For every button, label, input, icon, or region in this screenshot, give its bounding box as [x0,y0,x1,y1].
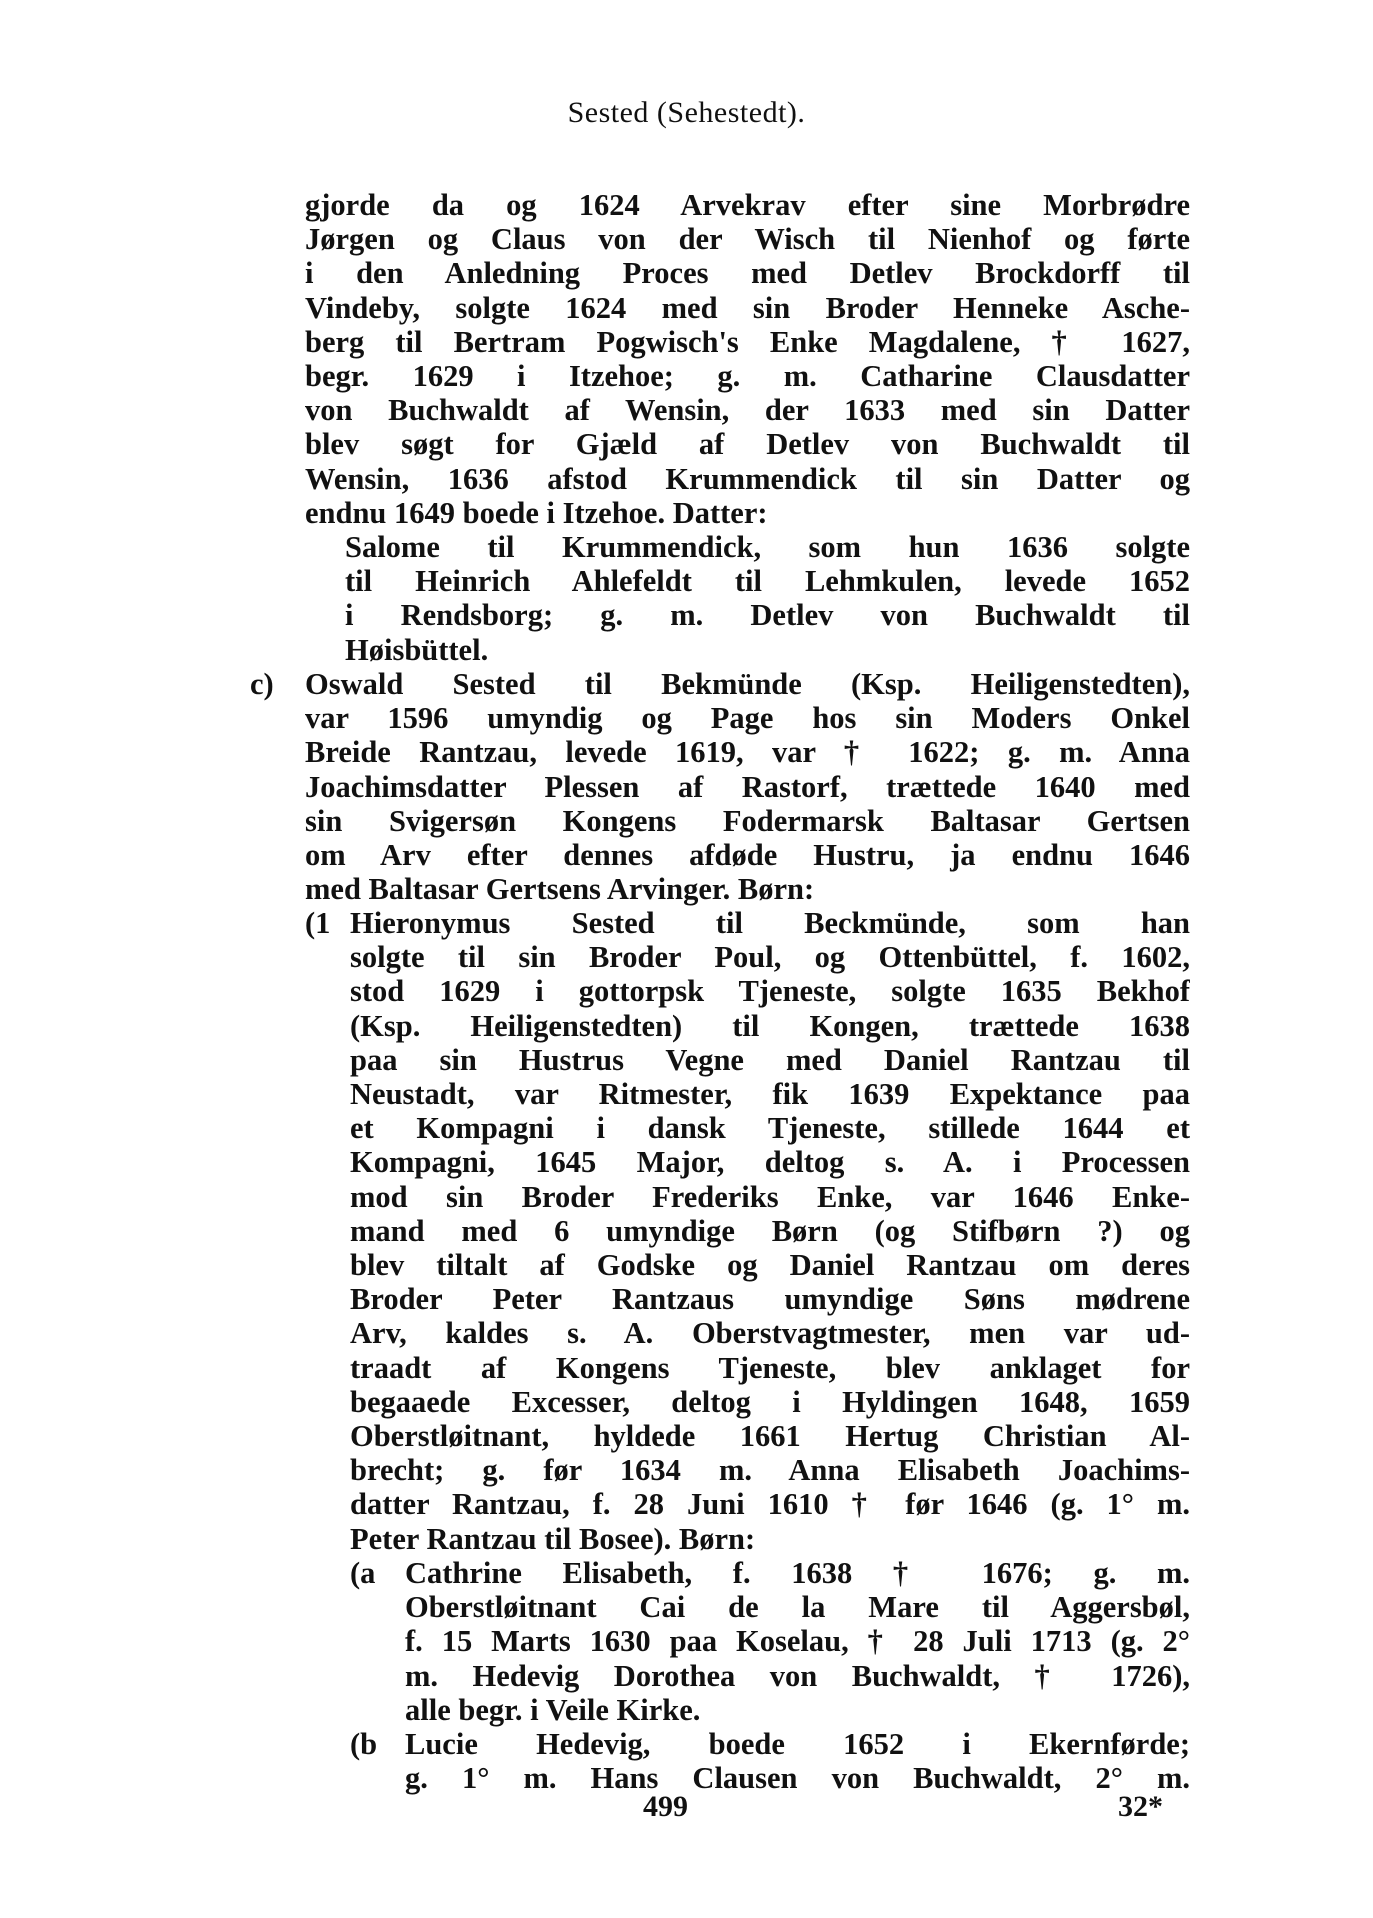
text-line: i den Anledning Proces med Detlev Brockdorff til [305,256,1190,291]
text-line: Wensin, 1636 afstod Krummendick til sin Datter og [305,461,1190,496]
text-line: begr. 1629 i Itzehoe; g. m. Catharine Clausdatter [305,359,1190,394]
entry-salome [305,530,1190,667]
text-line: et Kompagni i dansk Tjeneste, stillede 1644 et [350,1111,1190,1146]
text-line: m. Hedevig Dorothea von Buchwaldt, † 1726), [405,1658,1190,1693]
text-line: gjorde da og 1624 Arvekrav efter sine Morbrødre [305,188,1190,222]
entry-marker: (1 [305,906,331,940]
paragraph-continuation [305,188,1190,530]
text-line: var 1596 umyndig og Page hos sin Moders Onkel [305,701,1190,736]
text-line: blev søgt for Gjæld af Detlev von Buchwaldt til [305,427,1190,462]
text-line: Neustadt, var Ritmester, fik 1639 Expektance paa [350,1077,1190,1112]
text-line: g. 1° m. Hans Clausen von Buchwaldt, 2° m. [405,1761,1190,1796]
text-line: Hieronymus Sested til Beckmünde, som han [350,906,1190,940]
text-line: Oswald Sested til Bekmünde (Ksp. Heiligenstedten), [305,667,1190,701]
text-line: blev tiltalt af Godske og Daniel Rantzau om deres [350,1248,1190,1283]
text-line: (Ksp. Heiligenstedten) til Kongen, trættede 1638 [350,1008,1190,1043]
text-line: alle begr. i Veile Kirke. [405,1692,701,1727]
page-number: 499 [643,1790,688,1823]
text-line: Arv, kaldes s. A. Oberstvagtmester, men var ud- [350,1316,1190,1351]
text-line: sin Svigersøn Kongens Fodermarsk Baltasar Gertsen [305,803,1190,838]
text-line: mod sin Broder Frederiks Enke, var 1646 Enke- [350,1179,1190,1214]
text-line: Vindeby, solgte 1624 med sin Broder Henneke Asche- [305,290,1190,325]
text-line: von Buchwaldt af Wensin, der 1633 med sin Datter [305,393,1190,428]
text-line: Jørgen og Claus von der Wisch til Nienhof og førte [305,222,1190,257]
entry-oswald [305,667,1190,906]
entry-hieronymus [305,906,1190,1556]
entry-marker: (b [350,1727,378,1761]
text-line: Oberstløitnant, hyldede 1661 Hertug Christian Al- [350,1419,1190,1454]
text-line: Broder Peter Rantzaus umyndige Søns mødrene [350,1282,1190,1317]
text-line: datter Rantzau, f. 28 Juni 1610 † før 1646 (g. 1° m. [350,1487,1190,1522]
text-line: solgte til sin Broder Poul, og Ottenbüttel, f. 1602, [350,940,1190,975]
text-line: Lucie Hedevig, boede 1652 i Ekernførde; [405,1727,1190,1761]
text-line: Peter Rantzau til Bosee). Børn: [350,1521,756,1556]
entry-marker: (a [350,1556,376,1590]
entry-marker: c) [250,667,274,701]
text-line: endnu 1649 boede i Itzehoe. Datter: [305,495,768,530]
text-line: stod 1629 i gottorpsk Tjeneste, solgte 1635 Bekhof [350,974,1190,1009]
text-line: Høisbüttel. [345,632,489,667]
text-line: brecht; g. før 1634 m. Anna Elisabeth Joachims- [350,1453,1190,1488]
entry-cathrine [305,1556,1190,1727]
text-line: Salome til Krummendick, som hun 1636 solgte [345,530,1190,564]
text-line: Cathrine Elisabeth, f. 1638 † 1676; g. m. [405,1556,1190,1590]
text-line: til Heinrich Ahlefeldt til Lehmkulen, levede 1652 [345,564,1190,599]
text-line: Oberstløitnant Cai de la Mare til Aggersbøl, [405,1590,1190,1625]
text-line: Joachimsdatter Plessen af Rastorf, trættede 1640 med [305,769,1190,804]
entry-lucie [305,1727,1190,1795]
text-line: berg til Bertram Pogwisch's Enke Magdalene, † 1627, [305,324,1190,359]
text-line: mand med 6 umyndige Børn (og Stifbørn ?) og [350,1213,1190,1248]
text-line: f. 15 Marts 1630 paa Koselau, † 28 Juli 1713 (g. 2° [405,1624,1190,1659]
text-line: om Arv efter dennes afdøde Hustru, ja endnu 1646 [305,838,1190,873]
text-line: Kompagni, 1645 Major, deltog s. A. i Processen [350,1145,1190,1180]
text-line: traadt af Kongens Tjeneste, blev anklaget for [350,1350,1190,1385]
text-line: Breide Rantzau, levede 1619, var † 1622; g. m. Anna [305,735,1190,770]
text-line: med Baltasar Gertsens Arvinger. Børn: [305,872,815,907]
text-line: paa sin Hustrus Vegne med Daniel Rantzau til [350,1042,1190,1077]
text-line: begaaede Excesser, deltog i Hyldingen 1648, 1659 [350,1384,1190,1419]
running-header: Sested (Sehestedt). [567,96,806,129]
text-line: i Rendsborg; g. m. Detlev von Buchwaldt til [345,598,1190,633]
signature-mark: 32* [1118,1790,1163,1823]
